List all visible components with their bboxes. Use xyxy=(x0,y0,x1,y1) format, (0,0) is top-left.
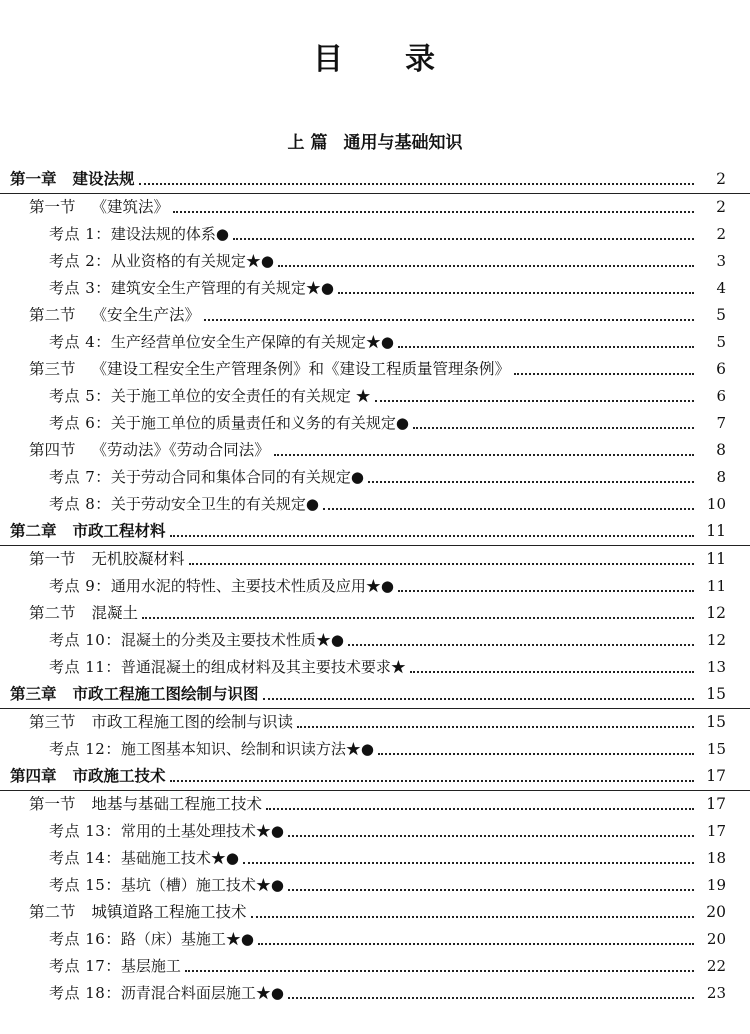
dot-leader xyxy=(251,916,694,918)
toc-entry-number: 考点 16： xyxy=(49,930,121,948)
toc-entry-label xyxy=(29,600,138,627)
toc-point-entry[interactable] xyxy=(0,275,750,302)
toc-entry-title: 关于施工单位的安全责任的有关规定 xyxy=(110,387,356,405)
toc-entry-title: 通用水泥的特性、主要技术性质及应用 xyxy=(110,577,366,595)
toc-point-entry[interactable] xyxy=(0,410,750,437)
dot-leader xyxy=(413,427,694,429)
toc-entry-label xyxy=(29,899,247,926)
toc-entry-number: 第二节 xyxy=(29,604,76,622)
toc-page-number: 12 xyxy=(706,631,726,649)
toc-entry-title: 混凝土 xyxy=(91,604,139,622)
toc-section-entry[interactable] xyxy=(0,709,750,736)
importance-mark-icon: ★● xyxy=(345,740,374,758)
toc-page-number: 5 xyxy=(716,306,726,324)
toc-entry-label xyxy=(49,654,406,681)
toc-page-number: 11 xyxy=(706,522,726,540)
toc-entry-number: 考点 8： xyxy=(49,495,111,513)
toc-entry-number: 第三节 xyxy=(29,360,76,378)
toc-point-entry[interactable] xyxy=(0,953,750,980)
dot-leader xyxy=(258,943,694,945)
toc-entry-number: 第一章 xyxy=(10,170,57,188)
importance-mark-icon: ★● xyxy=(210,849,239,867)
dot-leader xyxy=(170,535,694,537)
dot-leader xyxy=(185,970,694,972)
toc-entry-number: 第三章 xyxy=(10,685,57,703)
toc-section-entry[interactable] xyxy=(0,302,750,329)
toc-entry-label xyxy=(49,573,394,600)
toc-point-entry[interactable] xyxy=(0,872,750,899)
toc-page-number: 8 xyxy=(716,468,726,486)
toc-section-entry[interactable] xyxy=(0,899,750,926)
dot-leader xyxy=(348,644,694,646)
importance-mark-icon: ● xyxy=(215,225,229,243)
toc-page-number: 11 xyxy=(706,577,726,595)
toc-page-number: 3 xyxy=(716,252,726,270)
title-char-right: 录 xyxy=(405,42,437,77)
dot-leader xyxy=(233,238,694,240)
dot-leader xyxy=(514,373,694,375)
toc-entry-label xyxy=(49,383,371,410)
toc-page-number: 7 xyxy=(716,414,726,432)
toc-entry-label xyxy=(49,221,229,248)
toc-page-number: 15 xyxy=(706,685,726,703)
dot-leader xyxy=(243,862,694,864)
toc-entry-number: 考点 12： xyxy=(49,740,121,758)
toc-entry-number: 考点 3： xyxy=(49,279,111,297)
toc-entry-title: 生产经营单位安全生产保障的有关规定 xyxy=(110,333,366,351)
toc-page-number: 17 xyxy=(706,795,726,813)
toc-section-entry[interactable] xyxy=(0,791,750,818)
toc-entry-label xyxy=(29,302,200,329)
toc-entry-title: 混凝土的分类及主要技术性质 xyxy=(120,631,316,649)
toc-chapter-entry[interactable] xyxy=(0,166,750,194)
toc-point-entry[interactable] xyxy=(0,926,750,953)
toc-chapter-entry[interactable] xyxy=(0,763,750,791)
toc-entry-title: 基层施工 xyxy=(120,957,181,975)
toc-entry-title: 路（床）基施工 xyxy=(120,930,226,948)
toc-entry-number: 考点 10： xyxy=(49,631,121,649)
toc-page-number: 2 xyxy=(716,170,726,188)
toc-entry-number: 第三节 xyxy=(29,713,76,731)
toc-chapter-entry[interactable] xyxy=(0,681,750,709)
toc-page-number: 15 xyxy=(706,740,726,758)
page-title xyxy=(0,34,750,78)
toc-entry-title: 基坑（槽）施工技术 xyxy=(120,876,256,894)
toc-point-entry[interactable] xyxy=(0,491,750,518)
toc-entry-title: 地基与基础工程施工技术 xyxy=(91,795,263,813)
dot-leader xyxy=(274,454,694,456)
dot-leader xyxy=(338,292,694,294)
dot-leader xyxy=(378,753,694,755)
toc-entry-number: 考点 4： xyxy=(49,333,111,351)
dot-leader xyxy=(139,183,694,185)
toc-entry-title: 建设法规 xyxy=(72,170,135,188)
toc-entry-number: 考点 11： xyxy=(49,658,121,676)
toc-entry-label xyxy=(29,437,270,464)
toc-entry-label xyxy=(49,464,364,491)
toc-entry-label xyxy=(10,518,166,545)
dot-leader xyxy=(263,698,694,700)
toc-page-number: 6 xyxy=(716,360,726,378)
dot-leader xyxy=(297,726,694,728)
toc-entry-title: 关于劳动合同和集体合同的有关规定 xyxy=(110,468,351,486)
toc-point-entry[interactable] xyxy=(0,818,750,845)
importance-mark-icon: ★● xyxy=(365,577,394,595)
dot-leader xyxy=(170,780,694,782)
toc-entry-label xyxy=(49,953,181,980)
importance-mark-icon: ● xyxy=(395,414,409,432)
toc-entry-title: 《安全生产法》 xyxy=(91,306,201,324)
toc-entry-title: 普通混凝土的组成材料及其主要技术要求 xyxy=(120,658,391,676)
dot-leader xyxy=(173,211,694,213)
toc-entry-number: 考点 5： xyxy=(49,387,111,405)
toc-entry-number: 第二节 xyxy=(29,903,76,921)
toc-point-entry[interactable] xyxy=(0,736,750,763)
toc-section-entry[interactable] xyxy=(0,437,750,464)
importance-mark-icon: ★● xyxy=(305,279,334,297)
toc-page-number: 17 xyxy=(706,822,726,840)
toc-page-number: 20 xyxy=(706,903,726,921)
toc-entry-title: 《建筑法》 xyxy=(91,198,170,216)
importance-mark-icon: ★● xyxy=(225,930,254,948)
importance-mark-icon: ★● xyxy=(245,252,274,270)
toc-entry-number: 第四章 xyxy=(10,767,57,785)
toc-page-number: 10 xyxy=(706,495,726,513)
toc-page-number: 15 xyxy=(706,713,726,731)
importance-mark-icon: ★ xyxy=(355,387,371,405)
importance-mark-icon: ★● xyxy=(315,631,344,649)
toc-page-number: 23 xyxy=(706,984,726,1002)
toc-point-entry[interactable] xyxy=(0,464,750,491)
toc-page-number: 2 xyxy=(716,225,726,243)
toc-point-entry[interactable] xyxy=(0,383,750,410)
toc-point-entry[interactable] xyxy=(0,329,750,356)
importance-mark-icon: ● xyxy=(350,468,364,486)
toc-entry-label xyxy=(10,166,135,193)
toc-point-entry[interactable] xyxy=(0,627,750,654)
toc-entry-label xyxy=(49,926,254,953)
toc-entry-label xyxy=(49,627,344,654)
toc-point-entry[interactable] xyxy=(0,248,750,275)
part-name: 通用与基础知识 xyxy=(343,133,463,153)
toc-entry-number: 考点 17： xyxy=(49,957,121,975)
importance-mark-icon: ★● xyxy=(255,822,284,840)
dot-leader xyxy=(204,319,694,321)
toc-entry-title: 建设法规的体系 xyxy=(110,225,216,243)
toc-entry-label xyxy=(49,248,274,275)
toc-entry-title: 市政工程施工图的绘制与识读 xyxy=(91,713,294,731)
toc-entry-label xyxy=(29,546,185,573)
toc-entry-title: 《劳动法》《劳动合同法》 xyxy=(91,441,270,459)
toc-section-entry[interactable] xyxy=(0,356,750,383)
toc-entry-title: 无机胶凝材料 xyxy=(91,550,185,568)
dot-leader xyxy=(368,481,694,483)
dot-leader xyxy=(410,671,694,673)
dot-leader xyxy=(398,346,694,348)
toc-entry-number: 第一节 xyxy=(29,198,76,216)
toc-entry-title: 施工图基本知识、绘制和识读方法 xyxy=(120,740,346,758)
dot-leader xyxy=(398,590,694,592)
toc-chapter-entry[interactable] xyxy=(0,518,750,546)
toc-list xyxy=(0,166,750,1007)
toc-point-entry[interactable] xyxy=(0,980,750,1007)
toc-entry-number: 第一节 xyxy=(29,550,76,568)
toc-page-number: 5 xyxy=(716,333,726,351)
toc-page-number: 18 xyxy=(706,849,726,867)
toc-entry-title: 《建设工程安全生产管理条例》和《建设工程质量管理条例》 xyxy=(91,360,511,378)
toc-section-entry[interactable] xyxy=(0,600,750,627)
toc-entry-title: 关于施工单位的质量责任和义务的有关规定 xyxy=(110,414,396,432)
toc-section-entry[interactable] xyxy=(0,194,750,221)
toc-entry-label xyxy=(10,763,166,790)
toc-point-entry[interactable] xyxy=(0,654,750,681)
toc-entry-label xyxy=(10,681,259,708)
importance-mark-icon: ★● xyxy=(255,984,284,1002)
toc-entry-number: 考点 9： xyxy=(49,577,111,595)
toc-entry-label xyxy=(49,736,374,763)
toc-entry-label xyxy=(49,845,239,872)
toc-section-entry[interactable] xyxy=(0,546,750,573)
toc-entry-label xyxy=(49,275,334,302)
toc-entry-number: 第二节 xyxy=(29,306,76,324)
toc-entry-title: 关于劳动安全卫生的有关规定 xyxy=(110,495,306,513)
toc-page-number: 20 xyxy=(706,930,726,948)
dot-leader xyxy=(288,889,694,891)
toc-entry-title: 建筑安全生产管理的有关规定 xyxy=(110,279,306,297)
title-char-left: 目 xyxy=(313,42,345,77)
toc-point-entry[interactable] xyxy=(0,221,750,248)
toc-entry-label xyxy=(29,356,510,383)
toc-entry-number: 考点 14： xyxy=(49,849,121,867)
toc-page-number: 6 xyxy=(716,387,726,405)
dot-leader xyxy=(189,563,694,565)
toc-entry-label xyxy=(29,194,169,221)
toc-entry-title: 城镇道路工程施工技术 xyxy=(91,903,247,921)
toc-entry-title: 市政施工技术 xyxy=(72,767,166,785)
toc-entry-number: 考点 18： xyxy=(49,984,121,1002)
dot-leader xyxy=(142,617,694,619)
dot-leader xyxy=(288,835,694,837)
importance-mark-icon: ★● xyxy=(255,876,284,894)
toc-entry-number: 第一节 xyxy=(29,795,76,813)
toc-page-number: 22 xyxy=(706,957,726,975)
toc-entry-label xyxy=(49,410,409,437)
toc-page-number: 2 xyxy=(716,198,726,216)
toc-entry-number: 第四节 xyxy=(29,441,76,459)
importance-mark-icon: ★● xyxy=(365,333,394,351)
importance-mark-icon: ★ xyxy=(390,658,406,676)
dot-leader xyxy=(323,508,694,510)
dot-leader xyxy=(278,265,694,267)
toc-page-number: 8 xyxy=(716,441,726,459)
part-heading xyxy=(0,128,750,153)
dot-leader xyxy=(375,400,694,402)
toc-entry-title: 市政工程材料 xyxy=(72,522,166,540)
toc-entry-number: 考点 2： xyxy=(49,252,111,270)
toc-entry-number: 考点 7： xyxy=(49,468,111,486)
toc-point-entry[interactable] xyxy=(0,573,750,600)
toc-page-number: 4 xyxy=(716,279,726,297)
toc-entry-title: 沥青混合料面层施工 xyxy=(120,984,256,1002)
toc-entry-label xyxy=(49,491,319,518)
toc-entry-label xyxy=(49,980,284,1007)
dot-leader xyxy=(266,808,694,810)
toc-entry-label xyxy=(49,818,284,845)
toc-page-number: 17 xyxy=(706,767,726,785)
toc-page-number: 11 xyxy=(706,550,726,568)
toc-page-number: 12 xyxy=(706,604,726,622)
dot-leader xyxy=(288,997,694,999)
toc-entry-title: 基础施工技术 xyxy=(120,849,211,867)
toc-entry-number: 考点 15： xyxy=(49,876,121,894)
toc-entry-title: 市政工程施工图绘制与识图 xyxy=(72,685,259,703)
toc-entry-label xyxy=(49,329,394,356)
toc-entry-number: 考点 1： xyxy=(49,225,111,243)
toc-entry-label xyxy=(29,709,293,736)
toc-entry-number: 考点 13： xyxy=(49,822,121,840)
toc-entry-title: 从业资格的有关规定 xyxy=(110,252,246,270)
part-prefix: 上 篇 xyxy=(287,133,328,153)
toc-entry-title: 常用的土基处理技术 xyxy=(120,822,256,840)
toc-entry-label xyxy=(29,791,262,818)
toc-point-entry[interactable] xyxy=(0,845,750,872)
importance-mark-icon: ● xyxy=(305,495,319,513)
toc-entry-number: 第二章 xyxy=(10,522,57,540)
toc-page-number: 13 xyxy=(706,658,726,676)
toc-page-number: 19 xyxy=(706,876,726,894)
toc-entry-number: 考点 6： xyxy=(49,414,111,432)
toc-entry-label xyxy=(49,872,284,899)
